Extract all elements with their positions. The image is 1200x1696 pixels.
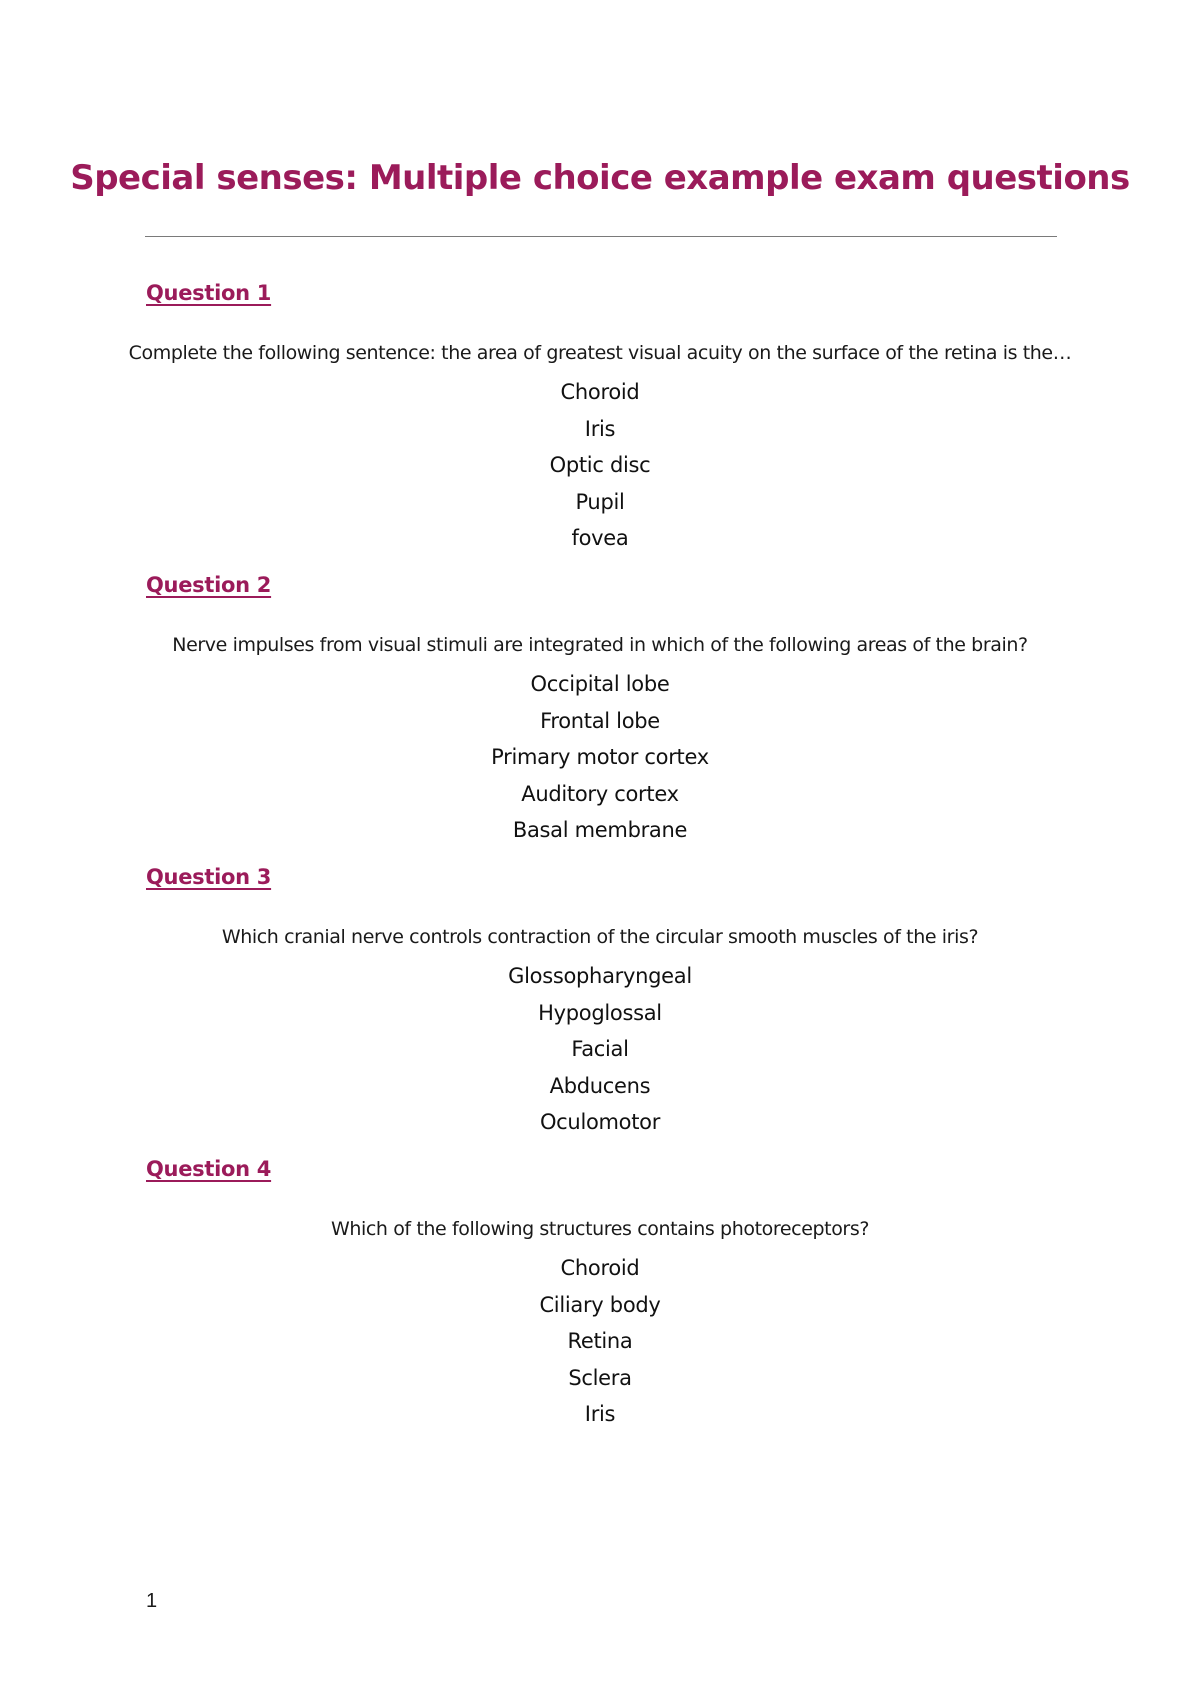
answer-option: Basal membrane bbox=[512, 818, 688, 843]
question-heading: Question 3 bbox=[146, 865, 272, 889]
page-number: 1 bbox=[146, 1590, 158, 1612]
answer-option: Frontal lobe bbox=[540, 708, 660, 733]
question-heading: Question 1 bbox=[146, 281, 272, 305]
answer-option: fovea bbox=[571, 526, 629, 551]
answer-option: Facial bbox=[571, 1037, 629, 1062]
answer-option: Auditory cortex bbox=[521, 781, 679, 806]
title-divider bbox=[145, 236, 1057, 237]
answer-option: Ciliary body bbox=[539, 1292, 661, 1317]
answer-option: Hypoglossal bbox=[538, 1000, 662, 1025]
answer-option: Sclera bbox=[568, 1365, 632, 1390]
answer-option: Iris bbox=[584, 1402, 616, 1427]
answer-option: Choroid bbox=[560, 1256, 640, 1280]
question-text: Which of the following structures contains photoreceptors? bbox=[330, 1218, 870, 1240]
answer-options bbox=[0, 1253, 1200, 1436]
answer-option: Occipital lobe bbox=[530, 672, 670, 696]
answer-options bbox=[0, 377, 1200, 560]
question-heading: Question 4 bbox=[146, 1157, 272, 1181]
question-text: Complete the following sentence: the area of greatest visual acuity on the surface of the retina is the… bbox=[128, 342, 1072, 364]
answer-option: Abducens bbox=[549, 1073, 651, 1098]
question-text: Which cranial nerve controls contraction of the circular smooth muscles of the iris? bbox=[221, 926, 979, 948]
answer-option: Retina bbox=[567, 1329, 633, 1354]
question-heading: Question 2 bbox=[146, 573, 272, 597]
answer-option: Choroid bbox=[560, 380, 640, 404]
answer-option: Optic disc bbox=[549, 453, 651, 478]
answer-options bbox=[0, 669, 1200, 852]
question-text: Nerve impulses from visual stimuli are integrated in which of the following areas of the brain? bbox=[172, 634, 1028, 656]
answer-option: Pupil bbox=[575, 489, 625, 514]
answer-option: Iris bbox=[584, 416, 616, 441]
answer-option: Glossopharyngeal bbox=[508, 964, 692, 988]
answer-options bbox=[0, 961, 1200, 1144]
answer-option: Primary motor cortex bbox=[491, 745, 709, 770]
page-title: Special senses: Multiple choice example exam questions bbox=[70, 158, 1130, 198]
answer-option: Oculomotor bbox=[539, 1110, 661, 1135]
